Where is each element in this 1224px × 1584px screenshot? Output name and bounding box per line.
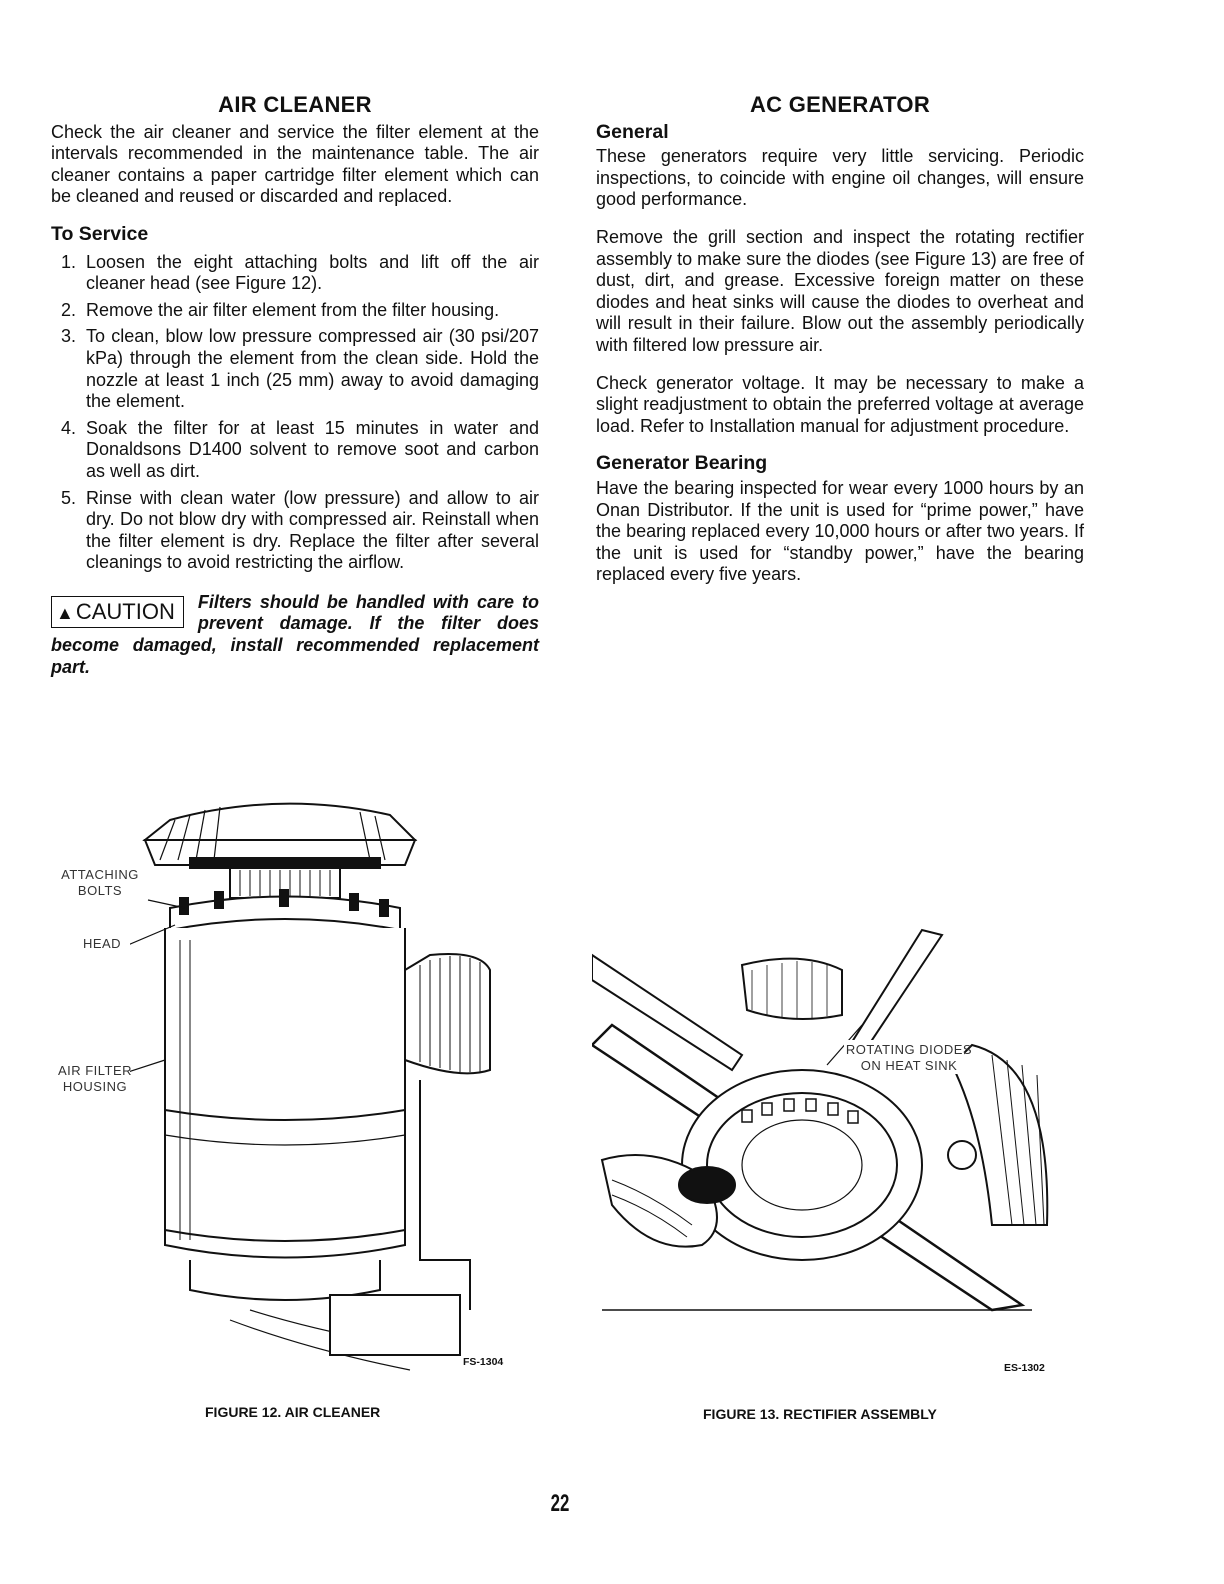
right-column [596,94,1084,586]
general-paragraph-1: These generators require very little servicing. Periodic inspections, to coincide with engine oil changes, will ensure good performance. [596,146,1084,210]
page-number: 22 [550,1490,570,1517]
caution-label: ▲CAUTION [51,596,184,628]
rectifier-assembly-illustration [592,925,1052,1325]
list-item: 2. Remove the air filter element from the filter housing. [61,299,500,320]
callout-attaching-bolts: ATTACHING BOLTS [61,867,139,898]
caution-notice [51,592,539,678]
callout-head: HEAD [82,936,122,951]
list-item: 3. To clean, blow low pressure compressed air (30 psi/207 kPa) through the element from the clean side. Hold the nozzle at least 1 inch (25 mm) away to avoid damaging the element. [61,326,539,412]
callout-rotating-diodes: ROTATING DIODES ON HEAT SINK [845,1042,973,1073]
callout-air-filter-housing: AIR FILTER HOUSING [57,1063,133,1094]
list-item: 1. Loosen the eight attaching bolts and lift off the air cleaner head (see Figure 12). [61,251,539,294]
list-item: 5. Rinse with clean water (low pressure) and allow to air dry. Do not blow dry with compressed air. Reinstall when the filter element is dry. Replace the filter after several cleanings to avoid restricting the airflow. [61,487,539,573]
list-item: 4. Soak the filter for at least 15 minutes in water and Donaldsons D1400 solvent to remove soot and carbon as well as dirt. [61,417,539,481]
figure-13-code: ES-1302 [1004,1362,1045,1374]
general-paragraph-3: Check generator voltage. It may be necessary to make a slight readjustment to obtain the preferred voltage at average load. Refer to Installation manual for adjustment procedure. [596,372,1084,436]
ac-generator-heading: AC GENERATOR [749,92,931,117]
warning-triangle-icon: ▲ [56,602,74,623]
caution-text: Filters should be handled with care to prevent damage. If the filter does become damaged, install recommended replacement part. [51,591,539,677]
generator-bearing-heading: Generator Bearing [596,452,768,475]
general-heading: General [596,120,669,143]
air-cleaner-intro: Check the air cleaner and service the filter element at the intervals recommended in the maintenance table. The air cleaner contains a paper cartridge filter element which can be cleaned and reused or discarded and replaced. [51,121,539,207]
bearing-paragraph: Have the bearing inspected for wear every 1000 hours by an Onan Distributor. If the unit is used for “prime power,” have the bearing replaced every 10,000 hours or after two years. If the unit is used for “standby power,” have the bearing replaced every five years. [596,477,1084,585]
air-cleaner-illustration [130,790,510,1380]
to-service-heading: To Service [51,222,149,245]
figure-12-caption: FIGURE 12. AIR CLEANER [205,1404,381,1420]
general-paragraph-2: Remove the grill section and inspect the rotating rectifier assembly to make sure the diodes (see Figure 13) are free of dust, dirt, and grease. Excessive foreign matter on these diodes and heat sinks will cause the diodes to overheat and will result in their failure. Blow out the assembly periodically with filtered low pressure air. [596,226,1084,355]
left-column [51,94,539,678]
air-cleaner-heading: AIR CLEANER [218,92,372,117]
figure-13-caption: FIGURE 13. RECTIFIER ASSEMBLY [703,1406,937,1422]
service-steps [51,252,539,574]
figure-12-code: FS-1304 [463,1356,504,1368]
